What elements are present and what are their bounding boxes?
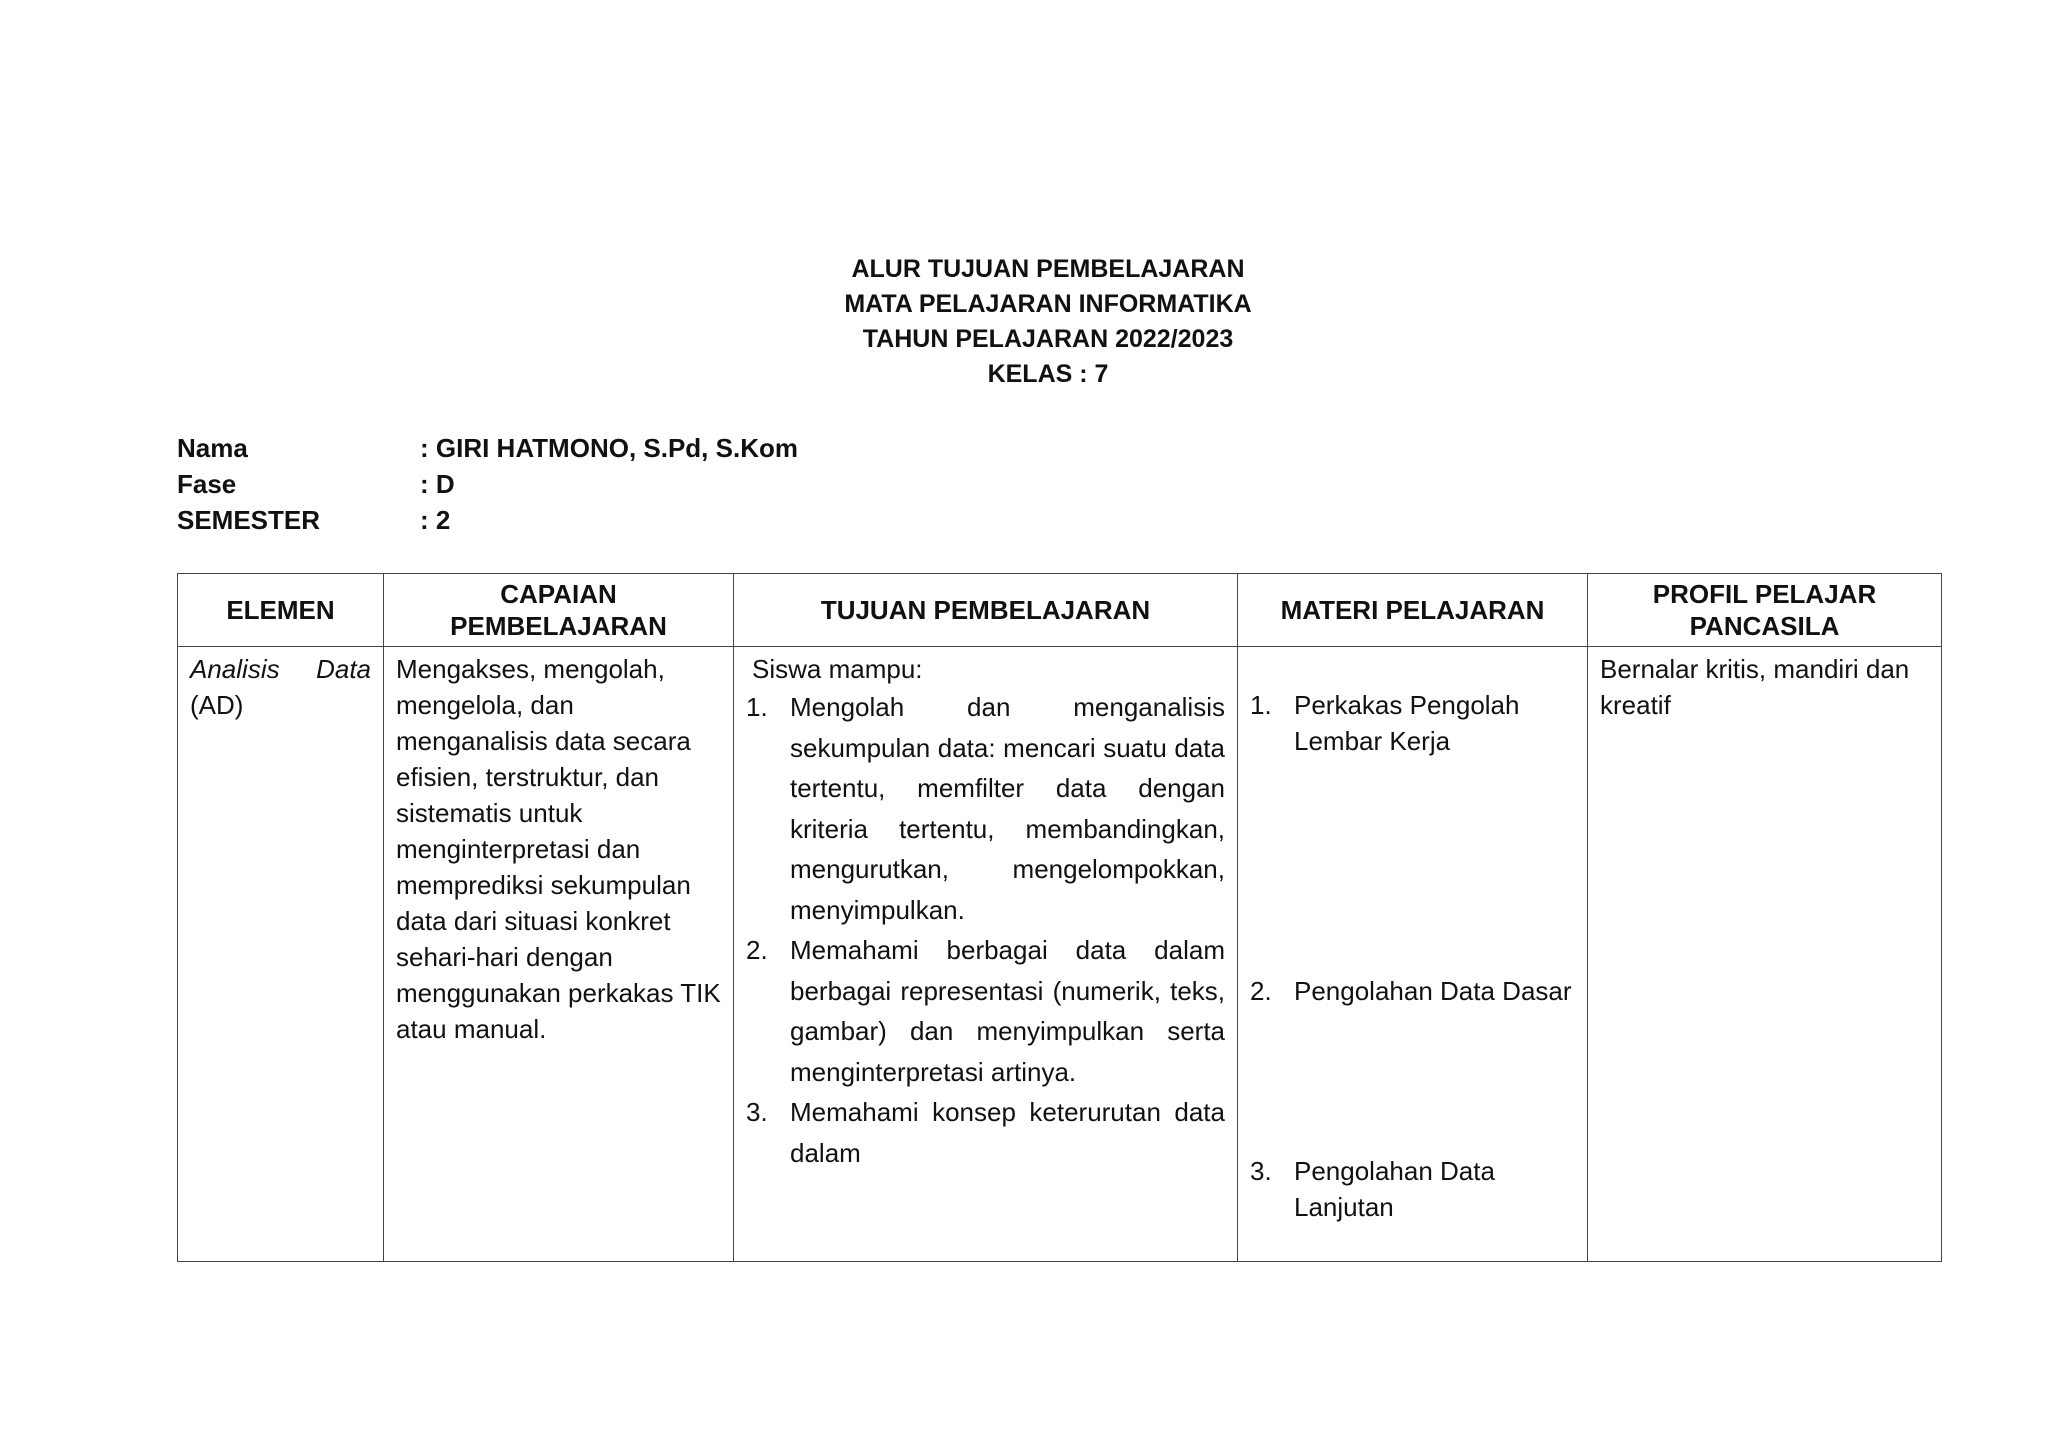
elemen-name bbox=[190, 651, 371, 687]
list-item bbox=[1250, 687, 1575, 759]
title-line: ALUR TUJUAN PEMBELAJARAN bbox=[851, 255, 1245, 283]
title-line: KELAS : 7 bbox=[987, 360, 1109, 388]
header-profil: PROFIL PELAJAR PANCASILA bbox=[1588, 574, 1942, 647]
list-item bbox=[1250, 1153, 1575, 1225]
title-line: TAHUN PELAJARAN 2022/2023 bbox=[862, 325, 1234, 353]
item-text: Memahami berbagai data dalam berbagai representasi (numerik, teks, gambar) dan menyimpulkan serta menginterpretasi artinya. bbox=[790, 935, 1225, 1087]
info-label: SEMESTER bbox=[177, 505, 321, 535]
cell-profil bbox=[1588, 647, 1942, 1262]
title-line: MATA PELAJARAN INFORMATIKA bbox=[844, 290, 1252, 318]
info-value: : D bbox=[420, 469, 455, 499]
elemen-code: (AD) bbox=[190, 690, 244, 720]
cell-elemen bbox=[178, 647, 384, 1262]
cell-tujuan bbox=[734, 647, 1238, 1262]
profil-text: Bernalar kritis, mandiri dan kreatif bbox=[1600, 654, 1910, 720]
cell-materi bbox=[1238, 647, 1588, 1262]
info-label: Nama bbox=[177, 433, 248, 463]
header-materi: MATERI PELAJARAN bbox=[1238, 574, 1588, 647]
item-text: Mengolah dan menganalisis sekumpulan data: mencari suatu data tertentu, memfilter data dengan kriteria tertentu, membandingkan, mengurutkan, mengelompokkan, menyimpulkan. bbox=[790, 692, 1225, 925]
list-item bbox=[1250, 973, 1575, 1009]
item-text: Pengolahan Data Dasar bbox=[1294, 976, 1572, 1006]
item-text: Memahami konsep keterurutan data dalam bbox=[790, 1097, 1225, 1168]
document-title bbox=[0, 252, 2048, 392]
info-value: : GIRI HATMONO, S.Pd, S.Kom bbox=[420, 433, 798, 463]
item-number: 3. bbox=[1250, 1156, 1272, 1186]
list-item bbox=[746, 1092, 1225, 1173]
item-number: 2. bbox=[1250, 976, 1272, 1006]
elemen-word: Data bbox=[316, 654, 371, 684]
header-elemen: ELEMEN bbox=[178, 574, 384, 647]
item-number: 3. bbox=[746, 1097, 768, 1127]
header-capaian: CAPAIAN PEMBELAJARAN bbox=[384, 574, 734, 647]
table-header-row bbox=[178, 574, 1942, 647]
learning-objectives-table bbox=[177, 573, 1942, 1262]
item-text: Perkakas Pengolah Lembar Kerja bbox=[1294, 690, 1520, 756]
info-value: : 2 bbox=[420, 505, 451, 535]
table-row bbox=[178, 647, 1942, 1262]
tujuan-list bbox=[746, 687, 1225, 1173]
item-number: 1. bbox=[746, 692, 768, 722]
cell-capaian bbox=[384, 647, 734, 1262]
item-text: Pengolahan Data Lanjutan bbox=[1294, 1156, 1495, 1222]
header-tujuan: TUJUAN PEMBELAJARAN bbox=[734, 574, 1238, 647]
list-item bbox=[746, 930, 1225, 1092]
item-number: 1. bbox=[1250, 690, 1272, 720]
elemen-word: Analisis bbox=[190, 654, 280, 684]
tujuan-intro: Siswa mampu: bbox=[752, 654, 923, 684]
info-label: Fase bbox=[177, 469, 237, 499]
list-item bbox=[746, 687, 1225, 930]
item-number: 2. bbox=[746, 935, 768, 965]
capaian-text: Mengakses, mengolah, mengelola, dan menganalisis data secara efisien, terstruktur, dan sistematis untuk menginterpretasi dan memprediksi sekumpulan data dari situasi konkret sehari-hari dengan menggunakan perkakas TIK atau manual. bbox=[396, 654, 721, 1044]
